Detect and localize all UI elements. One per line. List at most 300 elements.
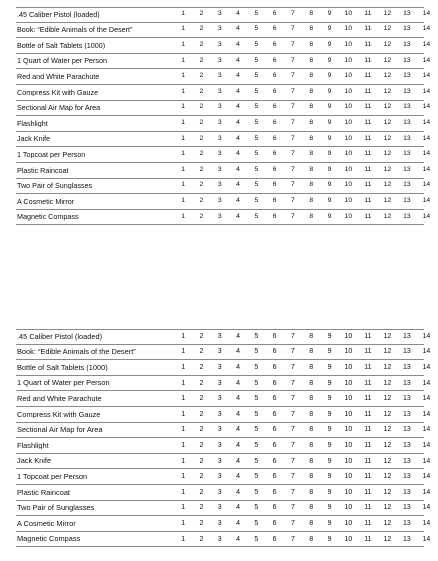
- rank-option[interactable]: 4: [236, 165, 240, 173]
- rank-option[interactable]: 5: [254, 25, 259, 33]
- rank-option[interactable]: 12: [383, 150, 392, 158]
- rank-option[interactable]: 1: [181, 150, 186, 158]
- rank-option[interactable]: 4: [236, 72, 240, 80]
- rank-option[interactable]: 13: [403, 504, 411, 512]
- rank-option[interactable]: 5: [254, 87, 259, 95]
- rank-option[interactable]: 10: [344, 150, 353, 158]
- rank-option[interactable]: 11: [364, 504, 372, 512]
- rank-option[interactable]: 2: [199, 333, 204, 341]
- rank-option[interactable]: 10: [344, 519, 353, 527]
- rank-option[interactable]: 1: [181, 119, 186, 127]
- rank-option[interactable]: 8: [309, 426, 314, 434]
- rank-option[interactable]: 1: [181, 165, 186, 173]
- rank-option[interactable]: 8: [309, 103, 314, 111]
- rank-option[interactable]: 10: [344, 181, 353, 189]
- rank-option[interactable]: 3: [217, 72, 222, 80]
- rank-option[interactable]: 4: [236, 150, 240, 158]
- rank-option[interactable]: 14: [422, 535, 431, 543]
- rank-option[interactable]: 7: [290, 519, 295, 527]
- rank-option[interactable]: 3: [217, 56, 222, 64]
- rank-option[interactable]: 6: [272, 119, 277, 127]
- rank-option[interactable]: 9: [327, 134, 332, 142]
- rank-option[interactable]: 8: [309, 504, 314, 512]
- rank-option[interactable]: 13: [403, 165, 411, 173]
- rank-option[interactable]: 9: [327, 519, 332, 527]
- rank-option[interactable]: 7: [290, 441, 295, 449]
- rank-option[interactable]: 3: [217, 395, 222, 403]
- rank-option[interactable]: 13: [403, 87, 411, 95]
- rank-option[interactable]: 2: [199, 519, 204, 527]
- rank-option[interactable]: 4: [236, 119, 240, 127]
- rank-option[interactable]: 14: [422, 10, 431, 18]
- rank-option[interactable]: 10: [344, 41, 353, 49]
- rank-option[interactable]: 8: [309, 165, 314, 173]
- rank-option[interactable]: 7: [291, 212, 295, 220]
- rank-option[interactable]: 1: [181, 504, 186, 512]
- rank-option[interactable]: 5: [254, 395, 259, 403]
- rank-option[interactable]: 10: [344, 457, 353, 465]
- rank-option[interactable]: 8: [309, 150, 314, 158]
- rank-option[interactable]: 14: [422, 457, 431, 465]
- rank-option[interactable]: 8: [309, 333, 314, 341]
- rank-option[interactable]: 14: [422, 56, 431, 64]
- rank-option[interactable]: 13: [403, 519, 411, 527]
- rank-option[interactable]: 11: [364, 473, 372, 481]
- rank-option[interactable]: 3: [217, 410, 222, 418]
- rank-option[interactable]: 14: [422, 348, 431, 356]
- rank-option[interactable]: 10: [344, 441, 353, 449]
- rank-option[interactable]: 9: [327, 457, 332, 465]
- rank-option[interactable]: 7: [290, 333, 295, 341]
- rank-option[interactable]: 14: [422, 363, 431, 371]
- rank-option[interactable]: 11: [364, 119, 372, 127]
- rank-option[interactable]: 6: [272, 441, 277, 449]
- rank-option[interactable]: 11: [364, 10, 372, 18]
- rank-option[interactable]: 1: [181, 103, 186, 111]
- rank-option[interactable]: 1: [181, 348, 186, 356]
- rank-option[interactable]: 6: [272, 488, 277, 496]
- rank-option[interactable]: 10: [344, 395, 353, 403]
- rank-option[interactable]: 12: [383, 410, 392, 418]
- rank-option[interactable]: 13: [403, 426, 411, 434]
- rank-option[interactable]: 14: [422, 410, 431, 418]
- rank-option[interactable]: 10: [344, 363, 353, 371]
- rank-option[interactable]: 13: [403, 25, 411, 33]
- rank-option[interactable]: 2: [199, 134, 204, 142]
- rank-option[interactable]: 9: [327, 426, 332, 434]
- rank-option[interactable]: 12: [383, 25, 392, 33]
- rank-option[interactable]: 8: [309, 25, 314, 33]
- rank-option[interactable]: 2: [199, 473, 204, 481]
- rank-option[interactable]: 12: [383, 395, 392, 403]
- rank-option[interactable]: 8: [309, 348, 314, 356]
- rank-option[interactable]: 3: [217, 150, 222, 158]
- rank-option[interactable]: 4: [236, 504, 240, 512]
- rank-option[interactable]: 13: [403, 103, 411, 111]
- rank-option[interactable]: 14: [422, 504, 431, 512]
- rank-option[interactable]: 9: [327, 441, 332, 449]
- rank-option[interactable]: 13: [403, 363, 411, 371]
- rank-option[interactable]: 3: [217, 10, 222, 18]
- rank-option[interactable]: 4: [236, 103, 240, 111]
- rank-option[interactable]: 6: [272, 150, 277, 158]
- rank-option[interactable]: 3: [217, 165, 222, 173]
- rank-option[interactable]: 10: [344, 379, 353, 387]
- rank-option[interactable]: 8: [309, 10, 314, 18]
- rank-option[interactable]: 6: [272, 395, 277, 403]
- rank-option[interactable]: 3: [217, 103, 222, 111]
- rank-option[interactable]: 12: [383, 165, 392, 173]
- rank-option[interactable]: 1: [181, 10, 186, 18]
- rank-option[interactable]: 11: [364, 72, 372, 80]
- rank-option[interactable]: 2: [199, 212, 204, 220]
- rank-option[interactable]: 9: [327, 197, 332, 205]
- rank-option[interactable]: 5: [254, 212, 259, 220]
- rank-option[interactable]: 5: [254, 41, 259, 49]
- rank-option[interactable]: 13: [403, 134, 411, 142]
- rank-option[interactable]: 9: [327, 119, 332, 127]
- rank-option[interactable]: 6: [272, 363, 277, 371]
- rank-option[interactable]: 7: [290, 488, 295, 496]
- rank-option[interactable]: 5: [254, 441, 259, 449]
- rank-option[interactable]: 7: [290, 395, 295, 403]
- rank-option[interactable]: 5: [254, 72, 259, 80]
- rank-option[interactable]: 4: [236, 535, 240, 543]
- rank-option[interactable]: 5: [254, 333, 259, 341]
- rank-option[interactable]: 1: [181, 379, 186, 387]
- rank-option[interactable]: 14: [422, 488, 431, 496]
- rank-option[interactable]: 10: [344, 473, 353, 481]
- rank-option[interactable]: 11: [364, 103, 372, 111]
- rank-option[interactable]: 9: [327, 150, 332, 158]
- rank-option[interactable]: 3: [217, 535, 222, 543]
- rank-option[interactable]: 2: [199, 87, 204, 95]
- rank-option[interactable]: 3: [217, 333, 222, 341]
- rank-option[interactable]: 13: [403, 197, 411, 205]
- rank-option[interactable]: 12: [383, 426, 392, 434]
- rank-option[interactable]: 9: [327, 395, 332, 403]
- rank-option[interactable]: 3: [217, 134, 222, 142]
- rank-option[interactable]: 12: [383, 10, 392, 18]
- rank-option[interactable]: 1: [181, 212, 186, 220]
- rank-option[interactable]: 2: [199, 348, 204, 356]
- rank-option[interactable]: 10: [344, 165, 353, 173]
- rank-option[interactable]: 7: [291, 197, 295, 205]
- rank-option[interactable]: 13: [403, 441, 411, 449]
- rank-option[interactable]: 7: [290, 410, 295, 418]
- rank-option[interactable]: 2: [199, 535, 204, 543]
- rank-option[interactable]: 9: [327, 333, 332, 341]
- rank-option[interactable]: 7: [291, 150, 295, 158]
- rank-option[interactable]: 8: [309, 519, 314, 527]
- rank-option[interactable]: 13: [403, 181, 411, 189]
- rank-option[interactable]: 14: [422, 212, 431, 220]
- rank-option[interactable]: 5: [254, 410, 259, 418]
- rank-option[interactable]: 4: [236, 56, 240, 64]
- rank-option[interactable]: 7: [291, 103, 295, 111]
- rank-option[interactable]: 11: [364, 25, 372, 33]
- rank-option[interactable]: 11: [364, 488, 372, 496]
- rank-option[interactable]: 2: [199, 504, 204, 512]
- rank-option[interactable]: 2: [199, 25, 204, 33]
- rank-option[interactable]: 6: [272, 504, 277, 512]
- rank-option[interactable]: 6: [272, 134, 277, 142]
- rank-option[interactable]: 3: [217, 488, 222, 496]
- rank-option[interactable]: 4: [236, 410, 240, 418]
- rank-option[interactable]: 7: [290, 363, 295, 371]
- rank-option[interactable]: 6: [272, 457, 277, 465]
- rank-option[interactable]: 3: [217, 119, 222, 127]
- rank-option[interactable]: 1: [181, 457, 186, 465]
- rank-option[interactable]: 3: [217, 87, 222, 95]
- rank-option[interactable]: 5: [254, 181, 259, 189]
- rank-option[interactable]: 8: [309, 181, 314, 189]
- rank-option[interactable]: 10: [344, 103, 353, 111]
- rank-option[interactable]: 14: [422, 119, 431, 127]
- rank-option[interactable]: 3: [217, 41, 222, 49]
- rank-option[interactable]: 8: [309, 56, 314, 64]
- rank-option[interactable]: 1: [181, 25, 186, 33]
- rank-option[interactable]: 10: [344, 333, 353, 341]
- rank-option[interactable]: 1: [181, 395, 186, 403]
- rank-option[interactable]: 4: [236, 395, 240, 403]
- rank-option[interactable]: 2: [199, 56, 204, 64]
- rank-option[interactable]: 3: [217, 25, 222, 33]
- rank-option[interactable]: 14: [422, 87, 431, 95]
- rank-option[interactable]: 2: [199, 72, 204, 80]
- rank-option[interactable]: 5: [254, 426, 259, 434]
- rank-option[interactable]: 6: [272, 87, 277, 95]
- rank-option[interactable]: 3: [217, 379, 222, 387]
- rank-option[interactable]: 8: [309, 473, 314, 481]
- rank-option[interactable]: 3: [217, 181, 222, 189]
- rank-option[interactable]: 4: [236, 41, 240, 49]
- rank-option[interactable]: 7: [290, 379, 295, 387]
- rank-option[interactable]: 7: [291, 41, 295, 49]
- rank-option[interactable]: 4: [236, 87, 240, 95]
- rank-option[interactable]: 6: [272, 10, 277, 18]
- rank-option[interactable]: 8: [309, 87, 314, 95]
- rank-option[interactable]: 3: [217, 504, 222, 512]
- rank-option[interactable]: 10: [344, 10, 353, 18]
- rank-option[interactable]: 11: [364, 197, 372, 205]
- rank-option[interactable]: 1: [181, 181, 186, 189]
- rank-option[interactable]: 9: [327, 410, 332, 418]
- rank-option[interactable]: 12: [383, 504, 392, 512]
- rank-option[interactable]: 1: [181, 535, 186, 543]
- rank-option[interactable]: 10: [344, 134, 353, 142]
- rank-option[interactable]: 13: [403, 457, 411, 465]
- rank-option[interactable]: 12: [383, 197, 392, 205]
- rank-option[interactable]: 13: [403, 212, 411, 220]
- rank-option[interactable]: 6: [272, 535, 277, 543]
- rank-option[interactable]: 2: [199, 197, 204, 205]
- rank-option[interactable]: 13: [403, 56, 411, 64]
- rank-option[interactable]: 8: [309, 119, 314, 127]
- rank-option[interactable]: 14: [422, 379, 431, 387]
- rank-option[interactable]: 3: [217, 441, 222, 449]
- rank-option[interactable]: 6: [272, 212, 277, 220]
- rank-option[interactable]: 8: [309, 379, 314, 387]
- rank-option[interactable]: 3: [217, 197, 222, 205]
- rank-option[interactable]: 2: [199, 410, 204, 418]
- rank-option[interactable]: 2: [199, 363, 204, 371]
- rank-option[interactable]: 9: [327, 348, 332, 356]
- rank-option[interactable]: 8: [309, 72, 314, 80]
- rank-option[interactable]: 13: [403, 395, 411, 403]
- rank-option[interactable]: 1: [181, 134, 186, 142]
- rank-option[interactable]: 13: [403, 410, 411, 418]
- rank-option[interactable]: 13: [403, 150, 411, 158]
- rank-option[interactable]: 11: [364, 363, 372, 371]
- rank-option[interactable]: 4: [236, 181, 240, 189]
- rank-option[interactable]: 11: [364, 134, 372, 142]
- rank-option[interactable]: 8: [309, 488, 314, 496]
- rank-option[interactable]: 4: [236, 457, 240, 465]
- rank-option[interactable]: 4: [236, 197, 240, 205]
- rank-option[interactable]: 4: [236, 348, 240, 356]
- rank-option[interactable]: 12: [383, 535, 392, 543]
- rank-option[interactable]: 1: [181, 363, 186, 371]
- rank-option[interactable]: 8: [309, 441, 314, 449]
- rank-option[interactable]: 10: [344, 56, 353, 64]
- rank-option[interactable]: 6: [272, 181, 277, 189]
- rank-option[interactable]: 10: [344, 410, 353, 418]
- rank-option[interactable]: 12: [383, 348, 392, 356]
- rank-option[interactable]: 11: [364, 535, 372, 543]
- rank-option[interactable]: 9: [327, 25, 332, 33]
- rank-option[interactable]: 9: [327, 87, 332, 95]
- rank-option[interactable]: 4: [236, 519, 240, 527]
- rank-option[interactable]: 11: [364, 150, 372, 158]
- rank-option[interactable]: 5: [254, 134, 259, 142]
- rank-option[interactable]: 7: [291, 10, 295, 18]
- rank-option[interactable]: 11: [364, 348, 372, 356]
- rank-option[interactable]: 11: [364, 379, 372, 387]
- rank-option[interactable]: 5: [254, 535, 259, 543]
- rank-option[interactable]: 12: [383, 134, 392, 142]
- rank-option[interactable]: 13: [403, 10, 411, 18]
- rank-option[interactable]: 14: [422, 72, 431, 80]
- rank-option[interactable]: 12: [383, 488, 392, 496]
- rank-option[interactable]: 2: [199, 441, 204, 449]
- rank-option[interactable]: 9: [327, 504, 332, 512]
- rank-option[interactable]: 5: [254, 197, 259, 205]
- rank-option[interactable]: 11: [364, 41, 372, 49]
- rank-option[interactable]: 12: [383, 457, 392, 465]
- rank-option[interactable]: 10: [344, 488, 353, 496]
- rank-option[interactable]: 1: [181, 72, 186, 80]
- rank-option[interactable]: 14: [422, 519, 431, 527]
- rank-option[interactable]: 7: [291, 87, 295, 95]
- rank-option[interactable]: 13: [403, 41, 411, 49]
- rank-option[interactable]: 12: [383, 41, 392, 49]
- rank-option[interactable]: 7: [291, 56, 295, 64]
- rank-option[interactable]: 14: [422, 165, 431, 173]
- rank-option[interactable]: 2: [199, 10, 204, 18]
- rank-option[interactable]: 5: [254, 504, 259, 512]
- rank-option[interactable]: 1: [181, 87, 186, 95]
- rank-option[interactable]: 12: [383, 379, 392, 387]
- rank-option[interactable]: 6: [272, 25, 277, 33]
- rank-option[interactable]: 5: [254, 119, 259, 127]
- rank-option[interactable]: 2: [199, 488, 204, 496]
- rank-option[interactable]: 10: [344, 119, 353, 127]
- rank-option[interactable]: 6: [272, 473, 277, 481]
- rank-option[interactable]: 8: [309, 134, 314, 142]
- rank-option[interactable]: 11: [364, 519, 372, 527]
- rank-option[interactable]: 7: [291, 72, 295, 80]
- rank-option[interactable]: 7: [290, 535, 295, 543]
- rank-option[interactable]: 4: [236, 212, 240, 220]
- rank-option[interactable]: 4: [236, 333, 240, 341]
- rank-option[interactable]: 2: [199, 41, 204, 49]
- rank-option[interactable]: 7: [290, 348, 295, 356]
- rank-option[interactable]: 9: [327, 165, 332, 173]
- rank-option[interactable]: 2: [199, 150, 204, 158]
- rank-option[interactable]: 7: [290, 426, 295, 434]
- rank-option[interactable]: 3: [217, 519, 222, 527]
- rank-option[interactable]: 13: [403, 72, 411, 80]
- rank-option[interactable]: 6: [272, 56, 277, 64]
- rank-option[interactable]: 7: [290, 457, 295, 465]
- rank-option[interactable]: 1: [181, 197, 186, 205]
- rank-option[interactable]: 3: [217, 457, 222, 465]
- rank-option[interactable]: 10: [344, 426, 353, 434]
- rank-option[interactable]: 14: [422, 103, 431, 111]
- rank-option[interactable]: 11: [364, 165, 372, 173]
- rank-option[interactable]: 14: [422, 134, 431, 142]
- rank-option[interactable]: 14: [422, 441, 431, 449]
- rank-option[interactable]: 5: [254, 150, 259, 158]
- rank-option[interactable]: 10: [344, 504, 353, 512]
- rank-option[interactable]: 5: [254, 473, 259, 481]
- rank-option[interactable]: 1: [181, 410, 186, 418]
- rank-option[interactable]: 9: [327, 212, 332, 220]
- rank-option[interactable]: 3: [217, 426, 222, 434]
- rank-option[interactable]: 11: [364, 212, 372, 220]
- rank-option[interactable]: 1: [181, 441, 186, 449]
- rank-option[interactable]: 3: [217, 348, 222, 356]
- rank-option[interactable]: 12: [383, 87, 392, 95]
- rank-option[interactable]: 4: [236, 426, 240, 434]
- rank-option[interactable]: 4: [236, 10, 240, 18]
- rank-option[interactable]: 2: [199, 181, 204, 189]
- rank-option[interactable]: 13: [403, 348, 411, 356]
- rank-option[interactable]: 11: [364, 426, 372, 434]
- rank-option[interactable]: 4: [236, 25, 240, 33]
- rank-option[interactable]: 12: [383, 333, 392, 341]
- rank-option[interactable]: 1: [181, 519, 186, 527]
- rank-option[interactable]: 2: [199, 426, 204, 434]
- rank-option[interactable]: 8: [309, 197, 314, 205]
- rank-option[interactable]: 12: [383, 181, 392, 189]
- rank-option[interactable]: 7: [291, 181, 295, 189]
- rank-option[interactable]: 9: [327, 56, 332, 64]
- rank-option[interactable]: 9: [327, 41, 332, 49]
- rank-option[interactable]: 6: [272, 379, 277, 387]
- rank-option[interactable]: 5: [254, 10, 259, 18]
- rank-option[interactable]: 7: [291, 165, 295, 173]
- rank-option[interactable]: 9: [327, 10, 332, 18]
- rank-option[interactable]: 5: [254, 519, 259, 527]
- rank-option[interactable]: 5: [254, 165, 259, 173]
- rank-option[interactable]: 5: [254, 363, 259, 371]
- rank-option[interactable]: 14: [422, 395, 431, 403]
- rank-option[interactable]: 6: [272, 333, 277, 341]
- rank-option[interactable]: 11: [364, 333, 372, 341]
- rank-option[interactable]: 12: [383, 103, 392, 111]
